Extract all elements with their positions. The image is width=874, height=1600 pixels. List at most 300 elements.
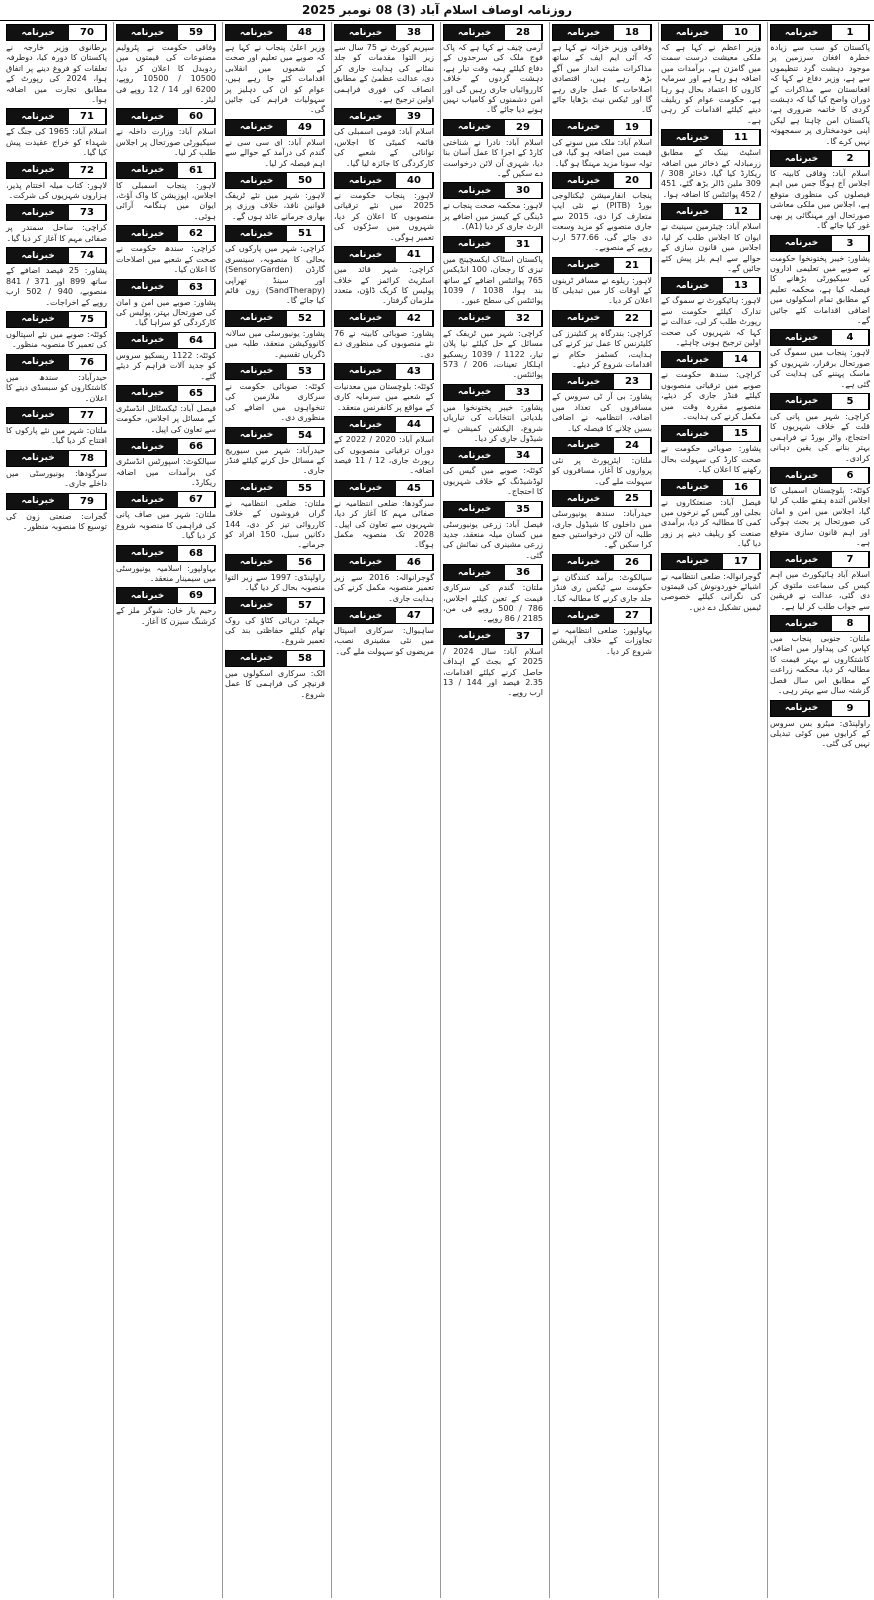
- news-item-header: [225, 427, 325, 444]
- news-item-header: [770, 235, 870, 252]
- news-item-header: [116, 385, 216, 402]
- news-item: [552, 310, 652, 371]
- news-item-header: [334, 554, 434, 571]
- news-item-header: [443, 564, 543, 581]
- section-label: خبرنامہ: [335, 109, 396, 124]
- news-item-header: [334, 416, 434, 433]
- news-item-header: [334, 24, 434, 41]
- news-item-header: [225, 554, 325, 571]
- news-item-text: پشاور: خیبر پختونخوا میں بلدیاتی انتخابات کی تیاریاں شروع، الیکشن کمیشن نے شیڈول جاری کر دیا۔: [443, 402, 543, 443]
- news-item-number: 33: [505, 385, 542, 400]
- news-item-text: کوئٹہ: صوبائی حکومت نے سرکاری ملازمین کی تنخواہوں میں اضافے کی منظوری دی۔: [225, 381, 325, 423]
- section-label: خبرنامہ: [226, 364, 287, 379]
- section-label: خبرنامہ: [226, 428, 287, 443]
- news-item: [443, 182, 543, 232]
- section-label: خبرنامہ: [444, 311, 505, 326]
- news-item-header: [6, 162, 107, 179]
- news-item-header: [116, 587, 216, 604]
- news-item-header: [6, 24, 107, 41]
- news-item-text: بہاولپور: اسلامیہ یونیورسٹی میں سیمینار منعقد۔: [116, 563, 216, 583]
- news-item: [661, 277, 761, 348]
- news-item: [443, 24, 543, 116]
- news-item-number: 72: [69, 163, 106, 178]
- section-label: خبرنامہ: [226, 555, 287, 570]
- news-item: [6, 493, 107, 533]
- news-item: [443, 628, 543, 699]
- news-item: [6, 354, 107, 404]
- section-label: خبرنامہ: [771, 236, 832, 251]
- news-item-header: [116, 162, 216, 179]
- news-item-number: 53: [287, 364, 324, 379]
- section-label: خبرنامہ: [553, 25, 614, 40]
- masthead-title: روزنامہ اوصاف اسلام آباد (3) 08 نومبر 2025: [302, 3, 572, 17]
- news-item-text: ملتان: جنوبی پنجاب میں کپاس کی پیداوار میں اضافہ، کاشتکاروں نے بہتر قیمت کا مطالبہ کر دیا، محکمہ زراعت کے مطابق اس سال فصل گزشتہ سال سے بہتر رہی۔: [770, 634, 870, 696]
- news-item-number: 54: [287, 428, 324, 443]
- news-item-text: لاہور: پنجاب میں سموگ کی صورتحال برقرار، شہریوں کو ماسک پہننے کی ہدایت کی گئی ہے۔: [770, 348, 870, 389]
- news-item: [225, 24, 325, 116]
- news-item-number: 45: [396, 481, 433, 496]
- news-item-number: 13: [723, 278, 760, 293]
- news-item-header: [6, 407, 107, 424]
- news-item-header: [552, 119, 652, 136]
- news-item-header: [225, 310, 325, 327]
- section-label: خبرنامہ: [335, 247, 396, 262]
- section-label: خبرنامہ: [771, 330, 832, 345]
- news-item: [225, 225, 325, 306]
- news-item-text: لاہور: پنجاب حکومت نے 2025 میں نئے ترقیاتی منصوبوں کا اعلان کر دیا، شہروں میں سڑکوں کی تعمیر ہوگی۔: [334, 191, 434, 242]
- section-label: خبرنامہ: [662, 25, 723, 40]
- news-item-number: 68: [178, 546, 215, 561]
- news-item: [661, 425, 761, 475]
- section-label: خبرنامہ: [553, 608, 614, 623]
- news-item-number: 67: [178, 492, 215, 507]
- section-label: خبرنامہ: [662, 352, 723, 367]
- news-item: [225, 172, 325, 222]
- news-item-number: 49: [287, 120, 324, 135]
- news-item: [6, 407, 107, 447]
- news-item-number: 34: [505, 448, 542, 463]
- section-label: خبرنامہ: [117, 25, 178, 40]
- section-label: خبرنامہ: [771, 616, 832, 631]
- news-item-number: 62: [178, 226, 215, 241]
- news-item: [552, 119, 652, 169]
- news-item: [334, 310, 434, 360]
- news-item-number: 30: [505, 183, 542, 198]
- section-label: خبرنامہ: [662, 426, 723, 441]
- news-item-header: [552, 257, 652, 274]
- news-item-text: گوجرانوالہ: 2016 سے زیر تعمیر منصوبہ مکمل کرنے کی ہدایت جاری۔: [334, 572, 434, 603]
- news-item: [6, 247, 107, 308]
- news-item: [334, 607, 434, 657]
- news-item-header: [6, 204, 107, 221]
- news-item: [6, 450, 107, 490]
- news-item-number: 18: [614, 25, 651, 40]
- news-item: [552, 373, 652, 434]
- news-item-text: فیصل آباد: زرعی یونیورسٹی میں کسان میلہ منعقد، جدید زرعی مشینری کی نمائش کی گئی۔: [443, 519, 543, 560]
- news-item-text: پشاور: یونیورسٹی میں سالانہ کانووکیشن منعقد، طلبہ میں ڈگریاں تقسیم۔: [225, 328, 325, 359]
- section-label: خبرنامہ: [662, 130, 723, 145]
- news-item-number: 46: [396, 555, 433, 570]
- news-item-text: راولپنڈی: میٹرو بس سروس کے کرایوں میں کوئی تبدیلی نہیں کی گئی۔: [770, 718, 870, 749]
- news-item: [661, 479, 761, 550]
- news-item-text: وفاقی حکومت نے پٹرولیم مصنوعات کی قیمتوں میں ردوبدل کا اعلان کر دیا، 10500 / 10500 روپے، 6200 اور 14 / 12 روپے فی لیٹر۔: [116, 43, 217, 105]
- news-item-header: [334, 172, 434, 189]
- news-item-text: پشاور: صوبے میں امن و امان کی صورتحال بہتر، پولیس کی کارکردگی کو سراہا گیا۔: [116, 297, 216, 328]
- news-item-number: 14: [723, 352, 760, 367]
- news-item-number: 78: [69, 451, 106, 466]
- news-item-text: کوئٹہ: صوبے میں گیس کی لوڈشیڈنگ کے خلاف شہریوں کا احتجاج۔: [443, 466, 543, 497]
- news-item-text: حیدرآباد: سندھ میں کاشتکاروں کو سبسڈی دینے کا اعلان۔: [6, 372, 107, 403]
- section-label: خبرنامہ: [226, 120, 287, 135]
- section-label: خبرنامہ: [553, 555, 614, 570]
- news-item-header: [552, 490, 652, 507]
- news-item-header: [6, 108, 107, 125]
- news-item-text: لاہور: ہائیکورٹ نے سموگ کے تدارک کیلئے حکومت سے رپورٹ طلب کر لی، عدالت نے کہا کہ شہریوں کی صحت اولین ترجیح ہونی چاہئے۔: [661, 296, 761, 347]
- news-item: [661, 351, 761, 422]
- news-item: [770, 615, 870, 696]
- news-item: [552, 24, 652, 116]
- news-item-number: 71: [69, 109, 106, 124]
- news-item: [443, 447, 543, 497]
- news-item-header: [334, 363, 434, 380]
- section-label: خبرنامہ: [444, 502, 505, 517]
- news-item-number: 25: [614, 491, 651, 506]
- news-item-header: [116, 545, 216, 562]
- news-item-header: [443, 501, 543, 518]
- news-item: [770, 700, 870, 750]
- news-item-number: 2: [832, 151, 869, 166]
- news-item: [116, 332, 216, 382]
- news-item-header: [443, 24, 543, 41]
- news-item-header: [334, 480, 434, 497]
- section-label: خبرنامہ: [553, 374, 614, 389]
- news-item-header: [661, 479, 761, 496]
- news-item-text: لاہور: ریلوے نے مسافر ٹرینوں کے اوقات کار میں تبدیلی کا اعلان کر دیا۔: [552, 275, 652, 306]
- news-item: [443, 384, 543, 445]
- news-item-text: سپریم کورٹ نے 75 سال سے زیر التوا مقدمات کو جلد نمٹانے کی ہدایت جاری کر دی، عدالت عظمیٰ کے مطابق انصاف کی فوری فراہمی اولین ترجیح ہے۔: [334, 43, 434, 105]
- news-item-text: اسلام آباد: 1965 کی جنگ کے شہداء کو خراج عقیدت پیش کیا گیا۔: [6, 127, 107, 158]
- news-item-header: [334, 310, 434, 327]
- news-item-number: 64: [178, 333, 215, 348]
- news-item-number: 8: [832, 616, 869, 631]
- news-item-text: کوئٹہ: 1122 ریسکیو سروس کو جدید آلات فراہم کر دیئے گئے۔: [116, 350, 216, 381]
- section-label: خبرنامہ: [226, 173, 287, 188]
- news-item-header: [552, 607, 652, 624]
- news-item-header: [116, 108, 216, 125]
- news-column: [4, 22, 109, 1598]
- section-label: خبرنامہ: [771, 701, 832, 716]
- news-item-text: کوئٹہ: بلوچستان میں معدنیات کے شعبے میں سرمایہ کاری کے مواقع پر کانفرنس منعقد۔: [334, 381, 434, 412]
- news-item-number: 31: [505, 237, 542, 252]
- news-item-header: [770, 329, 870, 346]
- section-label: خبرنامہ: [335, 481, 396, 496]
- news-item-text: اٹک: سرکاری اسکولوں میں فرنیچر کی فراہمی کا عمل شروع۔: [225, 668, 325, 699]
- news-item-text: اسلام آباد: وزارت داخلہ نے سیکیورٹی صورتحال پر اجلاس طلب کر لیا۔: [116, 127, 216, 158]
- news-item: [225, 554, 325, 594]
- news-item: [552, 172, 652, 253]
- news-item-header: [770, 24, 870, 41]
- news-item: [552, 437, 652, 487]
- news-item-text: کراچی: شہر میں پارکوں کی بحالی کا منصوبہ، سینسری گارڈن (SensoryGarden) اور سینڈ تھراپی (SandTherapy) زون قائم کیا جائے گا۔: [225, 244, 325, 306]
- news-item-text: راولپنڈی: 1997 سے زیر التوا منصوبہ بحال کر دیا گیا۔: [225, 572, 325, 593]
- news-item-number: 22: [614, 311, 651, 326]
- news-item: [661, 129, 761, 200]
- news-item: [443, 501, 543, 562]
- news-item: [770, 467, 870, 548]
- news-item-text: پشاور: بی آر ٹی سروس کے مسافروں کی تعداد میں اضافہ، انتظامیہ نے اضافی بسیں چلانے کا فیصلہ کیا۔: [552, 392, 652, 433]
- news-item-text: کراچی: ساحل سمندر پر صفائی مہم کا آغاز کر دیا گیا۔: [6, 223, 107, 243]
- news-item-text: پاکستان کو سب سے زیادہ خطرہ افغان سرزمین پر موجود دہشت گرد تنظیموں سے ہے، وزیر دفاع نے کہا کہ افغانستان سے مذاکرات کے دوران واضح کیا گیا کہ دہشت گردی کا خاتمہ ضروری ہے، پاکستان امن چاہتا ہے لیکن اپنی خودمختاری پر سمجھوتہ نہیں کرے گا۔: [770, 43, 870, 146]
- section-label: خبرنامہ: [117, 439, 178, 454]
- news-item-number: 56: [287, 555, 324, 570]
- news-item-text: وزیر اعلیٰ پنجاب نے کہا ہے کہ صوبے میں تعلیم اور صحت کے شعبوں میں انقلابی اقدامات کئے جا رہے ہیں، عوام کو ان کی دہلیز پر سہولیات فراہم کی جائیں گی۔: [225, 43, 325, 115]
- news-item: [443, 236, 543, 307]
- section-label: خبرنامہ: [117, 226, 178, 241]
- news-item: [334, 363, 434, 413]
- news-item-header: [661, 203, 761, 220]
- section-label: خبرنامہ: [771, 552, 832, 567]
- news-item-number: 1: [832, 25, 869, 40]
- news-item-header: [116, 24, 216, 41]
- news-item-header: [6, 450, 107, 467]
- section-label: خبرنامہ: [7, 205, 69, 220]
- news-item: [116, 545, 216, 585]
- news-item-number: 55: [287, 481, 324, 496]
- news-column: [767, 22, 872, 1598]
- news-item-text: کراچی: سندھ حکومت نے صحت کے شعبے میں اصلاحات کا اعلان کیا۔: [116, 244, 216, 275]
- news-item-number: 42: [396, 311, 433, 326]
- news-item: [661, 203, 761, 274]
- section-label: خبرنامہ: [335, 364, 396, 379]
- news-item: [116, 587, 216, 627]
- news-item-text: اسلام آباد: ای سی سی نے گندم کی درآمد کے حوالے سے اہم فیصلہ کر لیا۔: [225, 137, 325, 168]
- section-label: خبرنامہ: [226, 598, 287, 613]
- news-item: [116, 108, 216, 158]
- news-item-header: [334, 246, 434, 263]
- news-item-header: [770, 615, 870, 632]
- news-item-text: بہاولپور: ضلعی انتظامیہ نے تجاوزات کے خلاف آپریشن شروع کر دیا۔: [552, 626, 652, 656]
- news-item: [552, 607, 652, 657]
- news-item-number: 75: [69, 312, 106, 327]
- news-item-number: 69: [178, 588, 215, 603]
- section-label: خبرنامہ: [117, 386, 178, 401]
- news-item: [443, 119, 543, 180]
- news-item: [661, 24, 761, 126]
- news-item: [334, 172, 434, 243]
- news-item-header: [443, 119, 543, 136]
- news-item: [225, 427, 325, 477]
- news-item-text: اسٹیٹ بینک کے مطابق زرمبادلہ کے ذخائر میں اضافہ ریکارڈ کیا گیا، ذخائر 308 / 309 ملین ڈالر بڑھ گئے، 451 / 452 پوائنٹس کا اضافہ ہوا۔: [661, 148, 761, 199]
- news-item-number: 23: [614, 374, 651, 389]
- section-label: خبرنامہ: [7, 248, 69, 263]
- section-label: خبرنامہ: [771, 151, 832, 166]
- section-label: خبرنامہ: [335, 25, 396, 40]
- news-item-header: [116, 491, 216, 508]
- news-item-number: 3: [832, 236, 869, 251]
- news-item-header: [6, 354, 107, 371]
- news-item-header: [770, 467, 870, 484]
- news-item-text: ملتان: شہر میں نئے پارکوں کا افتتاح کر دیا گیا۔: [6, 425, 107, 446]
- news-item-number: 36: [505, 565, 542, 580]
- news-column: [549, 22, 654, 1598]
- news-item-text: پنجاب انفارمیشن ٹیکنالوجی بورڈ (PITB) نے نئی ایپ متعارف کرا دی، 2015 سے جاری منصوبے کو مزید وسعت دی جائے گی، 577.66 ارب روپے کے منصوبے۔: [552, 191, 652, 253]
- news-item-number: 47: [396, 608, 433, 623]
- section-label: خبرنامہ: [117, 333, 178, 348]
- section-label: خبرنامہ: [335, 311, 396, 326]
- news-item-number: 58: [287, 651, 324, 666]
- section-label: خبرنامہ: [7, 451, 69, 466]
- news-item-header: [225, 480, 325, 497]
- news-item: [116, 438, 216, 488]
- news-item-text: حیدرآباد: شہر میں سیوریج کے مسائل حل کرنے کیلئے فنڈز جاری۔: [225, 445, 325, 476]
- news-item: [334, 24, 434, 105]
- news-item-number: 63: [178, 280, 215, 295]
- section-label: خبرنامہ: [662, 204, 723, 219]
- news-item-header: [552, 554, 652, 571]
- section-label: خبرنامہ: [117, 280, 178, 295]
- news-item: [334, 416, 434, 477]
- news-item-number: 50: [287, 173, 324, 188]
- news-column: [658, 22, 763, 1598]
- news-item-header: [443, 310, 543, 327]
- news-item-text: لاہور: شہر میں نئے ٹریفک قوانین نافذ، خلاف ورزی پر بھاری جرمانے عائد ہوں گے۔: [225, 191, 325, 221]
- news-item-number: 77: [69, 408, 106, 423]
- news-item-number: 51: [287, 226, 324, 241]
- news-item-text: سرگودھا: ضلعی انتظامیہ نے صفائی مہم کا آغاز کر دیا، شہریوں سے تعاون کی اپیل۔ 2028 تک منصوبہ مکمل ہوگا۔: [334, 498, 434, 550]
- news-item: [6, 162, 107, 202]
- news-column: [440, 22, 545, 1598]
- news-item: [770, 551, 870, 612]
- news-item-text: گجرات: صنعتی زون کی توسیع کا منصوبہ منظور۔: [6, 511, 107, 531]
- news-item-number: 29: [505, 120, 542, 135]
- section-label: خبرنامہ: [553, 491, 614, 506]
- section-label: خبرنامہ: [226, 481, 287, 496]
- section-label: خبرنامہ: [335, 608, 396, 623]
- news-item-number: 4: [832, 330, 869, 345]
- news-item-header: [552, 373, 652, 390]
- news-item-number: 74: [69, 248, 106, 263]
- news-item-header: [6, 247, 107, 264]
- news-item: [770, 329, 870, 390]
- news-item-header: [334, 607, 434, 624]
- news-item-number: 21: [614, 258, 651, 273]
- news-item-text: برطانوی وزیر خارجہ نے پاکستان کا دورہ کیا، دوطرفہ تعلقات کو فروغ دینے پر اتفاق ہوا، 2024 کی رپورٹ کے مطابق تجارت میں اضافہ ہوا۔: [6, 43, 107, 105]
- news-item-text: اسلام آباد: سال 2024 / 2025 کے بجٹ کے اہداف حاصل کرنے کیلئے اقدامات، 2.35 فیصد اور 144 / 13 ارب روپے۔: [443, 646, 543, 698]
- section-label: خبرنامہ: [662, 554, 723, 569]
- news-item-number: 40: [396, 173, 433, 188]
- news-item: [116, 385, 216, 435]
- section-label: خبرنامہ: [444, 183, 505, 198]
- news-item-number: 32: [505, 311, 542, 326]
- section-label: خبرنامہ: [553, 311, 614, 326]
- section-label: خبرنامہ: [771, 394, 832, 409]
- news-item-text: سیالکوٹ: اسپورٹس انڈسٹری کی برآمدات میں اضافہ ریکارڈ۔: [116, 457, 216, 487]
- news-item-number: 15: [723, 426, 760, 441]
- news-item: [334, 554, 434, 604]
- section-label: خبرنامہ: [444, 448, 505, 463]
- news-item: [225, 310, 325, 360]
- news-item: [6, 24, 107, 105]
- news-item: [443, 310, 543, 381]
- news-item-text: ملتان: شہر میں صاف پانی کی فراہمی کا منصوبہ شروع کر دیا گیا۔: [116, 510, 216, 541]
- news-item-header: [443, 447, 543, 464]
- news-item-text: پشاور: خیبر پختونخوا حکومت نے صوبے میں تعلیمی اداروں کی سیکیورٹی بڑھانے کا فیصلہ کیا ہے، محکمہ تعلیم کے مطابق تمام اسکولوں میں اضافی اقدامات کئے جائیں گے۔: [770, 253, 870, 325]
- news-item-text: وفاقی وزیر خزانہ نے کہا ہے کہ آئی ایم ایف کے ساتھ مذاکرات مثبت انداز میں آگے بڑھ رہے ہیں، اقتصادی اصلاحات کا عمل جاری رہے گا اور ٹیکس نیٹ بڑھایا جائے گا۔: [552, 43, 652, 115]
- news-item-text: لاہور: کتاب میلہ اختتام پذیر، ہزاروں شہریوں کی شرکت۔: [6, 180, 107, 201]
- news-item-text: کراچی: سندھ حکومت نے صوبے میں ترقیاتی منصوبوں کیلئے فنڈز جاری کر دیئے، منصوبے مقررہ وقت میں مکمل کرنے کی ہدایت۔: [661, 370, 761, 421]
- section-label: خبرنامہ: [444, 565, 505, 580]
- news-item: [334, 480, 434, 551]
- section-label: خبرنامہ: [7, 312, 69, 327]
- news-item-number: 43: [396, 364, 433, 379]
- news-item-text: اسلام آباد ہائیکورٹ میں اہم کیس کی سماعت ملتوی کر دی گئی، عدالت نے فریقین سے جواب طلب کر لیا ہے۔: [770, 570, 870, 611]
- news-item: [552, 490, 652, 551]
- news-item-header: [661, 425, 761, 442]
- section-label: خبرنامہ: [444, 385, 505, 400]
- news-item-header: [225, 119, 325, 136]
- section-label: خبرنامہ: [226, 311, 287, 326]
- news-item: [225, 480, 325, 551]
- news-item-number: 12: [723, 204, 760, 219]
- section-label: خبرنامہ: [7, 355, 69, 370]
- news-item-number: 65: [178, 386, 215, 401]
- news-item-number: 35: [505, 502, 542, 517]
- news-item-number: 6: [832, 468, 869, 483]
- news-item: [225, 363, 325, 424]
- section-label: خبرنامہ: [335, 173, 396, 188]
- section-label: خبرنامہ: [117, 163, 178, 178]
- news-item-header: [443, 182, 543, 199]
- news-item-number: 38: [396, 25, 433, 40]
- news-item-number: 37: [505, 629, 542, 644]
- news-item-text: آرمی چیف نے کہا ہے کہ پاک فوج ملک کی سرحدوں کے دفاع کیلئے ہمہ وقت تیار ہے، دہشت گردوں کے خلاف کارروائیاں جاری رہیں گی اور امن دشمنوں کو کامیاب نہیں ہونے دیا جائے گا۔: [443, 43, 543, 115]
- news-item-header: [770, 551, 870, 568]
- news-item: [770, 24, 870, 147]
- news-item: [116, 491, 216, 541]
- news-item-header: [225, 597, 325, 614]
- news-item-text: کراچی: شہر میں ٹریفک کے مسائل کے حل کیلئے نیا پلان تیار، 1122 / 1039 ریسکیو اہلکار تعینات، 206 / 573 پوائنٹس۔: [443, 328, 544, 380]
- news-item-number: 79: [69, 494, 106, 509]
- section-label: خبرنامہ: [117, 588, 178, 603]
- news-item-header: [6, 493, 107, 510]
- news-item-header: [225, 24, 325, 41]
- news-item-number: 76: [69, 355, 106, 370]
- news-item-number: 73: [69, 205, 106, 220]
- news-column: [113, 22, 218, 1598]
- news-item-text: اسلام آباد: نادرا نے شناختی کارڈ کے اجرا کا عمل آسان بنا دیا، شہری آن لائن درخواست دے سکیں گے۔: [443, 137, 543, 179]
- news-item-header: [770, 393, 870, 410]
- section-label: خبرنامہ: [7, 109, 69, 124]
- news-item: [443, 564, 543, 625]
- news-item-number: 5: [832, 394, 869, 409]
- section-label: خبرنامہ: [553, 438, 614, 453]
- news-item-text: لاہور: محکمہ صحت پنجاب نے ڈینگی کے کیسز میں اضافے پر الرٹ جاری کر دیا (A1)۔: [443, 201, 543, 232]
- news-item: [6, 311, 107, 351]
- news-item-text: کوئٹہ: صوبے میں نئے اسپتالوں کی تعمیر کا منصوبہ منظور۔: [6, 329, 107, 350]
- section-label: خبرنامہ: [117, 492, 178, 507]
- news-item-header: [661, 351, 761, 368]
- news-item-text: کراچی: شہر قائد میں اسٹریٹ کرائمز کے خلاف پولیس کا کریک ڈاؤن، متعدد ملزمان گرفتار۔: [334, 265, 434, 306]
- news-item: [552, 257, 652, 307]
- news-item-number: 11: [723, 130, 760, 145]
- news-item-header: [443, 236, 543, 253]
- section-label: خبرنامہ: [444, 629, 505, 644]
- news-item-number: 61: [178, 163, 215, 178]
- news-item-number: 59: [178, 25, 215, 40]
- section-label: خبرنامہ: [226, 226, 287, 241]
- section-label: خبرنامہ: [662, 480, 723, 495]
- news-item-text: ساہیوال: سرکاری اسپتال میں نئی مشینری نصب، مریضوں کو سہولت ملے گی۔: [334, 626, 434, 656]
